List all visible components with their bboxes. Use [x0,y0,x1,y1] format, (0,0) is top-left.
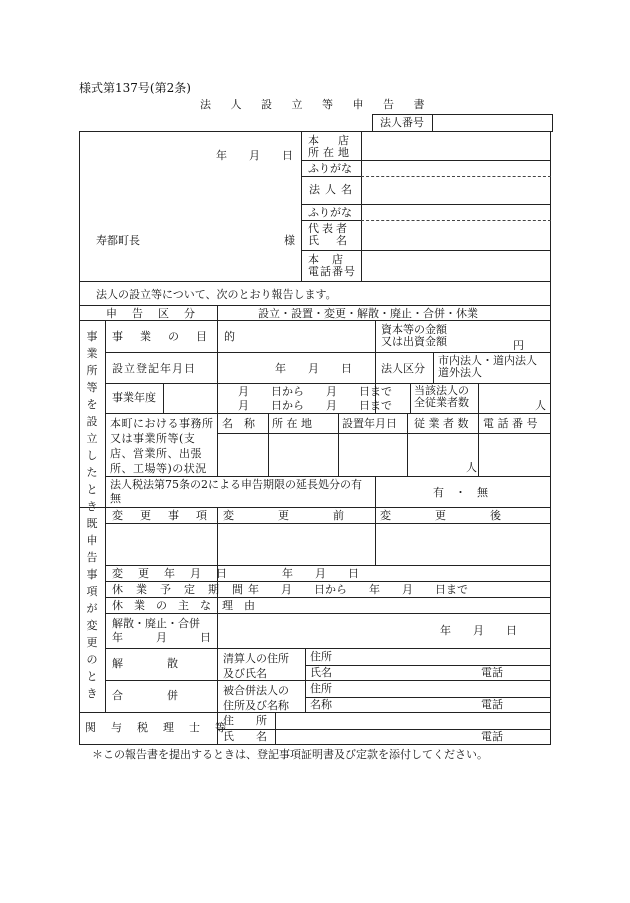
closure-period-value[interactable]: 年 月 日から 年 月 日まで [248,583,468,596]
representative-field[interactable] [362,221,550,250]
registration-date-label: 設立登記年月日 [112,362,196,375]
hq-address-field[interactable] [362,132,550,160]
section-establish-label: 事業所等を設立したとき [86,330,98,513]
liquidator-address-label: 住所 [310,650,332,663]
corp-class-options[interactable]: 市内法人・道内法人 道外法人 [438,354,537,379]
office-col-employees: 従 業 者 数 [414,417,469,430]
liquidator-phone-label: 電話 [481,666,503,679]
form-number: 様式第137号(第2条) [79,81,191,95]
after-change-field[interactable] [376,524,550,564]
before-change-label: 変 更 前 [223,509,344,522]
office-col-address: 所 在 地 [272,417,312,430]
before-change-field[interactable] [218,524,374,564]
furigana-label-2: ふりがな [308,206,352,219]
liquidator-name-label: 氏名 [310,666,332,679]
change-item-label: 変 更 事 項 [112,509,210,522]
employees-label: 当該法人の 全従業者数 [414,384,469,409]
footnote: ＊この報告書を提出するときは、登記事項証明書及び定款を添付してください。 [92,748,488,761]
closure-reason-label: 休 業 の 主 な 理 由 [112,599,255,612]
extension-value[interactable]: 有 ・ 無 [433,486,488,499]
corp-name-field[interactable] [362,177,550,204]
tax-phone-label: 電話 [481,730,503,743]
corp-class-label: 法人区分 [381,362,425,375]
fiscal-year-line-1[interactable]: 月 日から 月 日まで [238,385,392,398]
dissolution-date-label: 解散・廃止・合併 年 月 日 [112,617,211,644]
hq-phone-field[interactable] [362,251,550,280]
dissolution-date-value[interactable]: 年 月 日 [440,624,517,637]
dissolution-label: 解 散 [112,657,178,670]
corp-number-field[interactable] [433,115,551,131]
change-item-field[interactable] [106,524,216,564]
liquidator-label: 清算人の住所 及び氏名 [223,652,289,680]
merged-corp-label: 被合併法人の 住所及び名称 [223,684,289,712]
merger-label: 合 併 [112,689,178,702]
registration-date-value[interactable]: 年 月 日 [275,362,352,375]
capital-label: 資本等の金額 又は出資金額 [381,323,447,348]
section-change-label: 既申告事項が変更のとき [86,517,98,700]
employees-unit: 人 [535,399,546,412]
corp-name-label: 法人名 [309,183,357,196]
hq-address-label: 本 店 所在地 [308,134,353,159]
business-purpose-field[interactable] [218,321,374,352]
furigana-label-1: ふりがな [308,162,352,175]
office-emp-unit: 人 [466,461,477,474]
office-col-date: 設置年月日 [342,417,397,430]
closure-reason-field[interactable] [218,598,550,612]
business-purpose-label: 事 業 の 目 的 [112,330,238,343]
change-date-value[interactable]: 年 月 日 [282,567,359,580]
change-date-label: 変 更 年 月 日 [112,567,229,580]
addressee: 寿都町長 [96,234,140,247]
hq-phone-label: 本 店 電話番号 [308,253,356,278]
report-type-label: 申 告 区 分 [106,307,197,320]
tax-accountant-label: 関 与 税 理 士 等 [85,721,228,734]
tax-address-label: 住 所 [223,714,267,727]
office-status-label: 本町における事務所又は事業所等(支店、営業所、出張所、工場等)の状況 [110,417,214,475]
capital-unit: 円 [513,339,524,352]
merged-address-label: 住所 [310,682,332,695]
closure-period-label: 休 業 予 定 期 間 [112,583,244,596]
tax-name-label: 氏 名 [223,730,267,743]
tax-address-field[interactable] [276,713,550,728]
office-col-name: 名 称 [222,417,255,430]
intro-text: 法人の設立等について、次のとおり報告します。 [96,288,337,301]
corp-number-label: 法人番号 [380,116,424,129]
report-type-options[interactable]: 設立・設置・変更・解散・廃止・合併・休業 [258,307,478,320]
office-col-phone: 電 話 番 号 [483,417,538,430]
extension-label: 法人税法第75条の2による申告期限の延長処分の有無 [110,478,362,505]
merged-corp-name-label: 名称 [310,698,332,711]
after-change-label: 変 更 後 [380,509,501,522]
fiscal-year-label: 事業年度 [112,391,156,404]
merged-phone-label: 電話 [481,698,503,711]
representative-label: 代表者 氏 名 [308,222,350,247]
fiscal-year-line-2[interactable]: 月 日から 月 日まで [238,399,392,412]
submit-date: 年 月 日 [216,149,293,162]
form-title: 法 人 設 立 等 申 告 書 [200,98,433,111]
addressee-suffix: 様 [284,234,295,247]
